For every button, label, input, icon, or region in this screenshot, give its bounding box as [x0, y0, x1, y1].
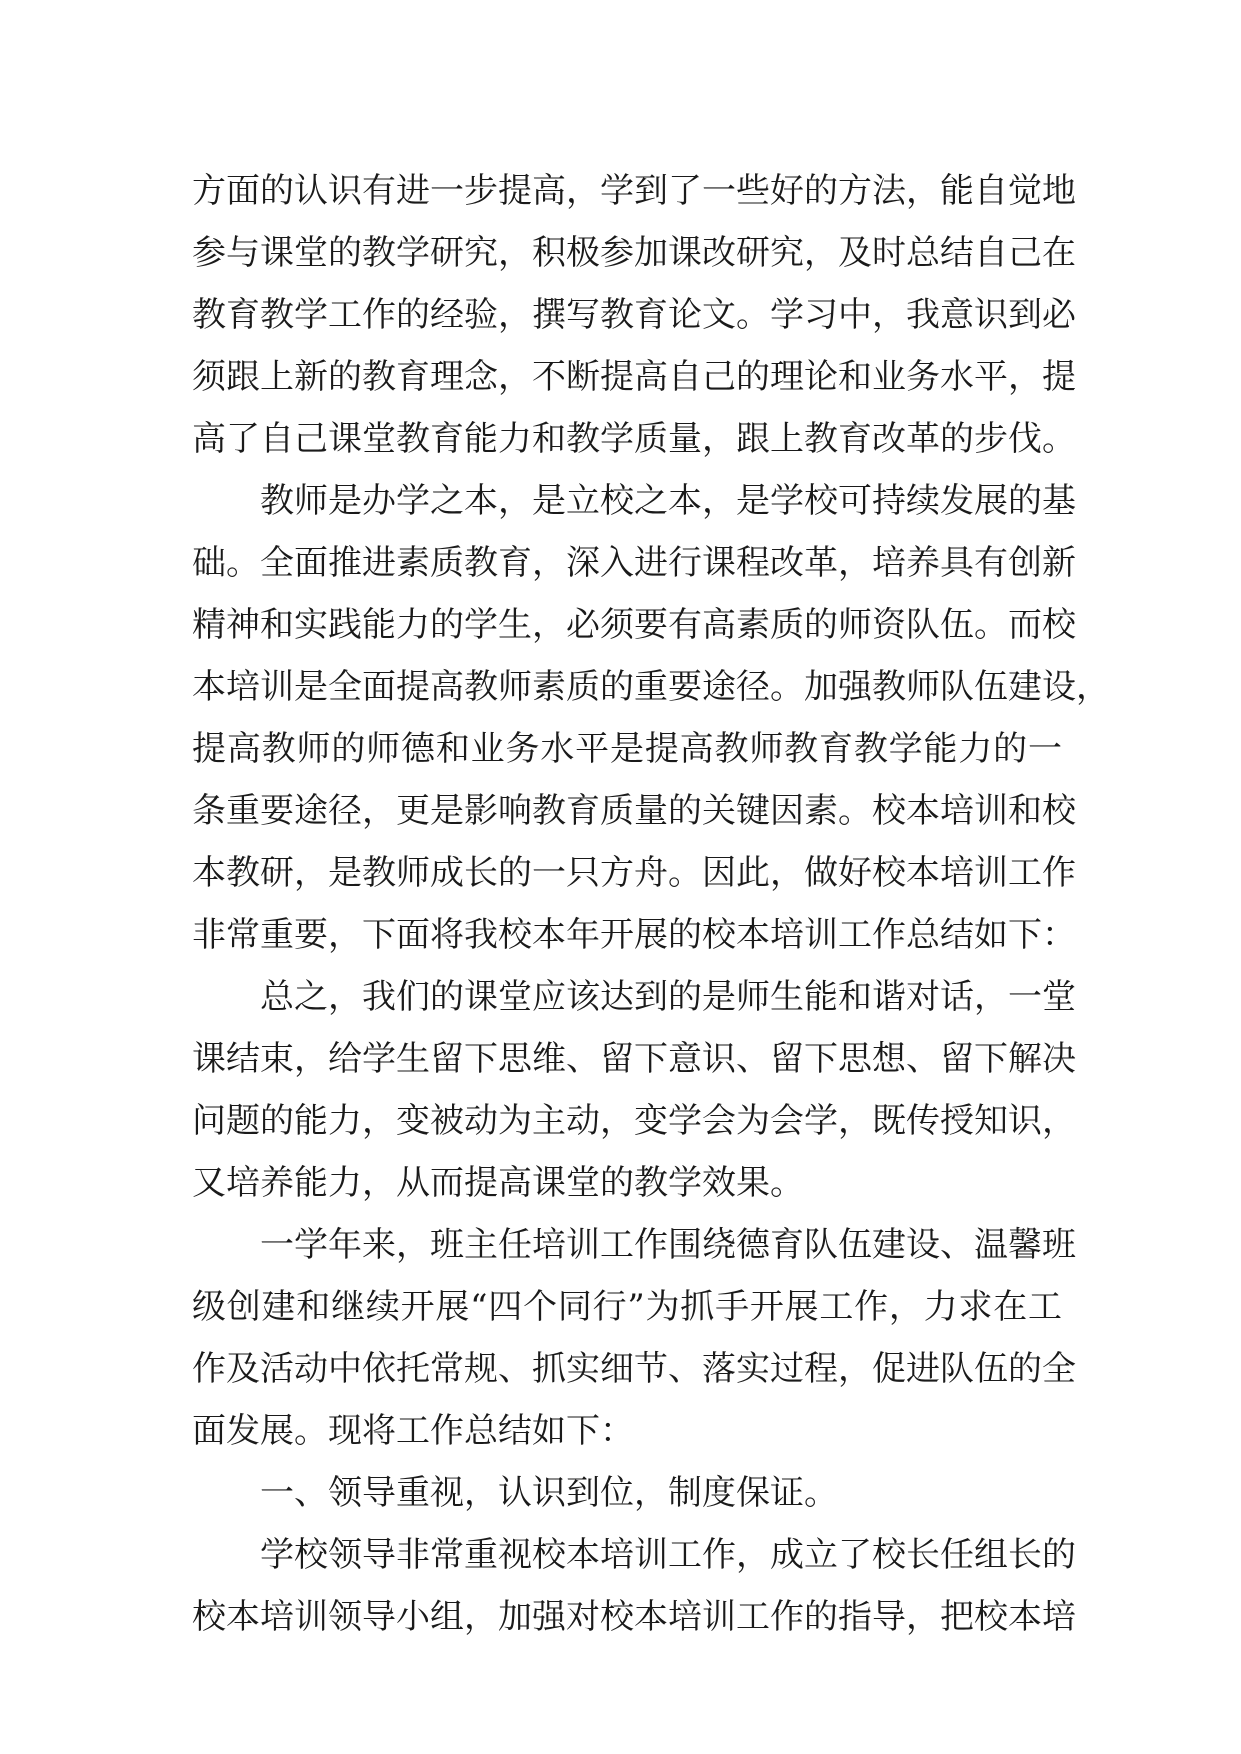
text-line: 教师是办学之本，是立校之本，是学校可持续发展的基	[260, 481, 1076, 521]
text-line: 教育教学工作的经验，撰写教育论文。学习中，我意识到必	[192, 295, 1076, 335]
text-line: 高了自己课堂教育能力和教学质量，跟上教育改革的步伐。	[192, 419, 1076, 459]
text-line: 面发展。现将工作总结如下：	[192, 1411, 634, 1451]
text-line: 学校领导非常重视校本培训工作，成立了校长任组长的	[260, 1535, 1076, 1575]
text-line: 非常重要，下面将我校本年开展的校本培训工作总结如下：	[192, 915, 1076, 955]
text-line: 参与课堂的教学研究，积极参加课改研究，及时总结自己在	[192, 233, 1076, 273]
text-line: 提高教师的师德和业务水平是提高教师教育教学能力的一	[192, 729, 1062, 769]
document-body	[192, 160, 1110, 1648]
text-line: 问题的能力，变被动为主动，变学会为会学，既传授知识，	[192, 1101, 1076, 1141]
text-line: 总之，我们的课堂应该达到的是师生能和谐对话，一堂	[260, 977, 1076, 1017]
text-line: 一学年来，班主任培训工作围绕德育队伍建设、温馨班	[260, 1225, 1076, 1265]
text-line: 一、领导重视，认识到位，制度保证。	[260, 1473, 838, 1513]
text-line: 须跟上新的教育理念，不断提高自己的理论和业务水平，提	[192, 357, 1076, 397]
text-line: 础。全面推进素质教育，深入进行课程改革，培养具有创新	[192, 543, 1076, 583]
text-line: 精神和实践能力的学生，必须要有高素质的师资队伍。而校	[192, 605, 1076, 645]
text-line: 校本培训领导小组，加强对校本培训工作的指导，把校本培	[192, 1597, 1076, 1637]
text-line: 又培养能力，从而提高课堂的教学效果。	[192, 1163, 804, 1203]
text-line: 条重要途径，更是影响教育质量的关键因素。校本培训和校	[192, 791, 1076, 831]
text-line: 课结束，给学生留下思维、留下意识、留下思想、留下解决	[192, 1039, 1076, 1079]
text-line: 作及活动中依托常规、抓实细节、落实过程，促进队伍的全	[192, 1349, 1076, 1389]
text-line: 级创建和继续开展“四个同行”为抓手开展工作，力求在工	[192, 1287, 1062, 1327]
text-line: 方面的认识有进一步提高，学到了一些好的方法，能自觉地	[192, 171, 1076, 211]
text-line: 本培训是全面提高教师素质的重要途径。加强教师队伍建设，	[192, 667, 1110, 707]
text-line: 本教研，是教师成长的一只方舟。因此，做好校本培训工作	[192, 853, 1076, 893]
